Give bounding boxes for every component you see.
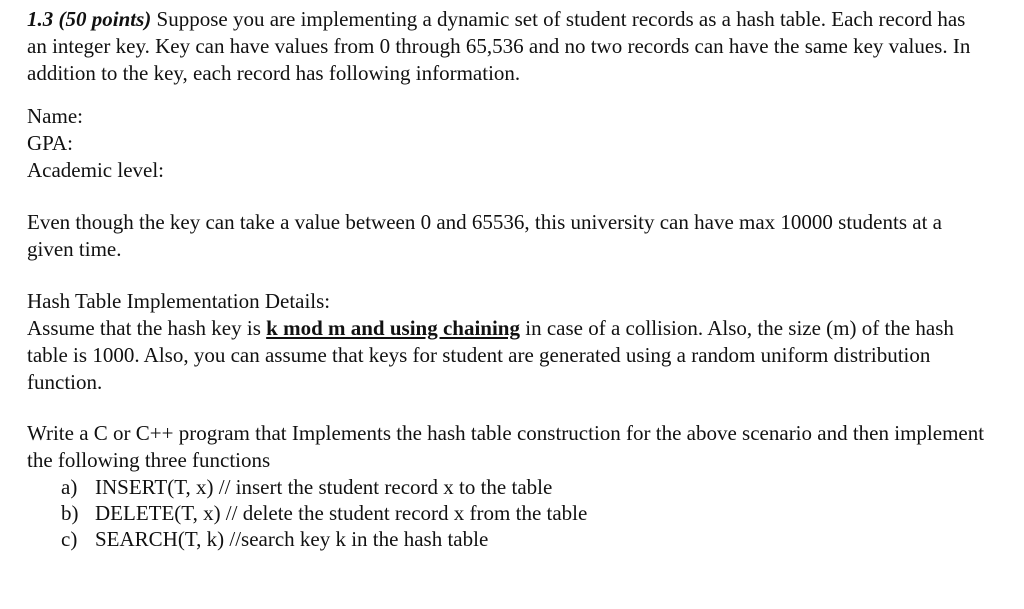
field-gpa: GPA:: [27, 131, 73, 155]
task-paragraph: Write a C or C++ program that Implements the hash table construction for the above scenario and then implement the following three functions: [27, 421, 985, 472]
function-list: [27, 474, 987, 552]
details-post-text: in case of a collision. Also, the size (m) of the hash table is 1000. Also, you can assume that keys for student are generated using a random uniform distribution function.: [27, 316, 954, 394]
constraint-paragraph: Even though the key can take a value between 0 and 65536, this university can have max 10000 students at a given time.: [27, 210, 942, 261]
document: [27, 6, 987, 552]
question-intro-text: Suppose you are implementing a dynamic set of student records as a hash table. Each record has an integer key. Key can have values from 0 through 65,536 and no two records can have the same key values. In addition to the key, each record has following information.: [27, 7, 971, 85]
function-text: SEARCH(T, k) //search key k in the hash table: [95, 527, 489, 551]
function-item-search: [61, 526, 987, 552]
function-item-delete: [61, 500, 987, 526]
details-pre-text: Assume that the hash key is: [27, 316, 267, 340]
list-marker: b): [61, 501, 79, 525]
function-item-insert: [61, 474, 987, 500]
field-academic-level: Academic level:: [27, 158, 165, 182]
record-fields: [27, 103, 987, 184]
hash-function-emphasis: k mod m and using chaining: [266, 316, 520, 340]
details-paragraph: [27, 315, 987, 396]
question-intro-paragraph: [27, 6, 987, 87]
function-text: DELETE(T, x) // delete the student record x from the table: [95, 501, 588, 525]
field-name: Name:: [27, 104, 83, 128]
implementation-details: [27, 288, 987, 396]
list-marker: a): [61, 475, 78, 499]
function-text: INSERT(T, x) // insert the student record x to the table: [95, 475, 553, 499]
details-heading: Hash Table Implementation Details:: [27, 289, 331, 313]
question-number: 1.3: [27, 7, 54, 31]
question-points: (50 points): [58, 7, 152, 31]
task-section: [27, 420, 987, 552]
list-marker: c): [61, 527, 78, 551]
